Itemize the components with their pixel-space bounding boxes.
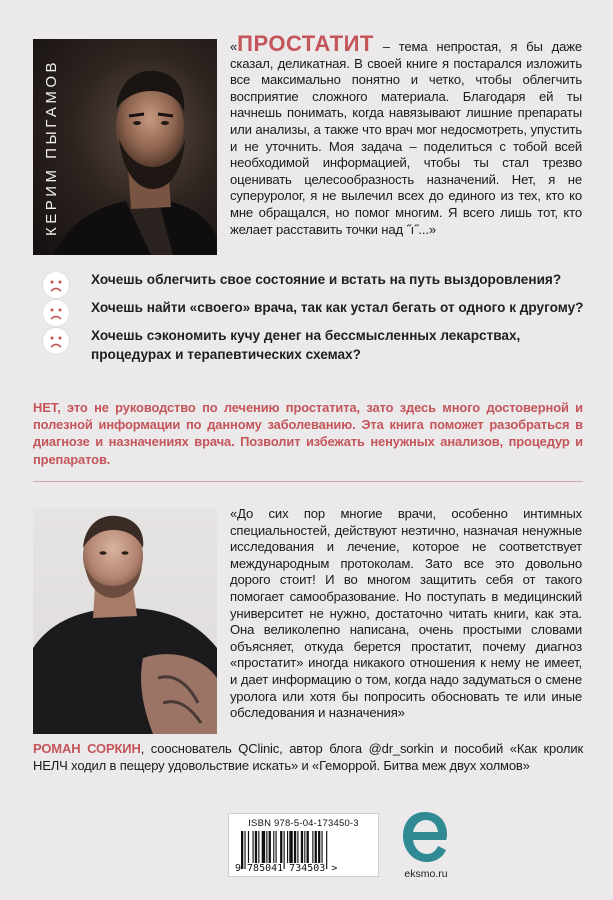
sad-face-icon [43,300,69,326]
sad-face-icon [43,328,69,354]
isbn-number: ISBN 978-5-04-173450-3 [248,818,359,829]
question-list [40,270,600,364]
question-item [40,270,600,289]
author-quote [230,31,582,238]
barcode-digits: 9 785041 734503 > [235,863,338,874]
barcode-box [228,813,379,877]
reviewer-name: РОМАН СОРКИН [33,741,141,756]
quote-highlight-word: ПРОСТАТИТ [237,31,374,56]
question-text: Хочешь облегчить свое состояние и встать на путь выздоровления? [91,272,562,287]
reviewer-credit [33,741,583,774]
publisher-site: eksmo.ru [404,868,448,880]
quote-open-mark: « [230,39,238,54]
book-summary: НЕТ, это не руководство по лечению простатита, зато здесь много достоверной и полезной информации по данному заболеванию. Эта книга поможет разобраться в диагнозе и назначениях врача. Позволит избежать ненужных анализов, процедур и препаратов. [33,400,583,467]
author-vertical-name [39,49,65,245]
eksmo-logo-icon [400,808,450,868]
question-item [40,298,600,317]
sad-face-icon [43,272,69,298]
question-text: Хочешь сэкономить кучу денег на бессмысленных лекарствах, процедурах и терапевтических схемах? [91,328,521,362]
question-item [40,326,600,364]
question-text: Хочешь найти «своего» врача, так как устал бегать от одного к другому? [91,300,584,315]
reviewer-photo-roman [33,508,217,734]
section-divider [33,481,583,482]
author-vertical-name-text: КЕРИМ ПЫГАМОВ [43,58,61,236]
portrait-man-tattooed-icon [33,508,217,734]
reviewer-quote: «До сих пор многие врачи, особенно интимных специальностей, действуют неэтично, назначая ненужные исследования и лечение, которое не соответствует международным протоколам. Зато все это довольно дорого стоит! И во многом защитить себя от такого помогает самообразование. Но поступать в медицинский университет не нужно, достаточно читать книги, как эта. Она великолепно написана, очень простыми словами объясняет, откуда берется простатит, почему диагноз «простатит» иногда никакого отношения к нему не имеет, и дает информацию о том, когда надо задуматься о смене уролога или хотя бы попросить обосновать те или иные обследования и назначения» [230,506,582,721]
quote-body: – тема непростая, я бы даже сказал, деликатная. В своей книге я постарался изложить все максимально понятно и четко, чтобы облегчить восприятие сложного материала. Благодаря ей ты начнешь понимать, когда навязывают лишние препараты или анализы, а также что врач мог недосмотреть, упустить и не уточнить. Моя задача – поделиться с тобой всей необходимой информацией, чтобы ты стал трезво оценивать целесообразность назначений. Нет, я не суперуролог, я не вылечил всех до единого из тех, кто ко мне обращался, но помог многим. Я всего лишь тот, кто желает расставить точки над ˝ı˝...» [230,39,582,237]
author-photo-kerim [33,39,217,255]
reviewer-description: , сооснователь QClinic, автор блога @dr_sorkin и пособий «Как кролик НЕЛЧ ходил в пещеру удовольствие искать» и «Геморрой. Битва меж двух холмов» [33,741,583,773]
